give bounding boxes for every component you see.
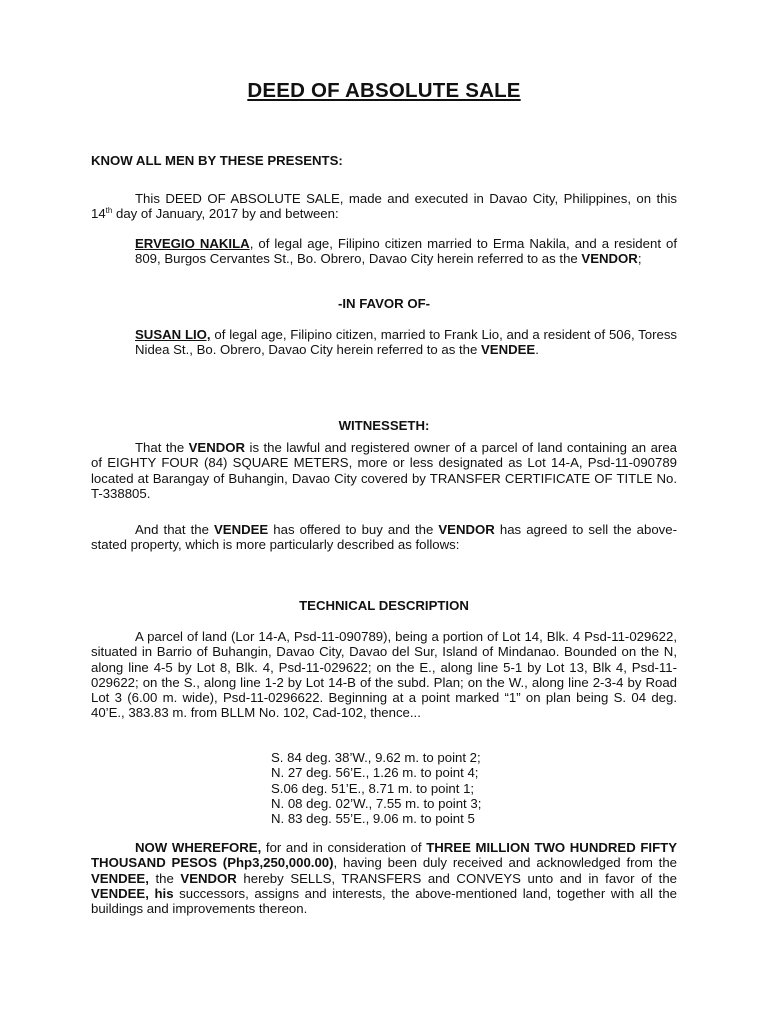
technical-description-heading: TECHNICAL DESCRIPTION [299,598,469,613]
bearing-line: N. 27 deg. 56’E., 1.26 m. to point 4; [271,765,479,781]
offer-paragraph: And that the VENDEE has offered to buy and the VENDOR has agreed to sell the above-stated property, which is more particularly described as follows: [91,522,677,553]
witness-paragraph: That the VENDOR is the lawful and registered owner of a parcel of land containing an area of EIGHTY FOUR (84) SQUARE METERS, more or less designated as Lot 14-A, Psd-11-090789 located at Barangay of Buhangin, Davao City covered by TRANSFER CERTIFICATE OF TITLE No. T-338805. [91,440,677,501]
vendor-paragraph: ERVEGIO NAKILA, of legal age, Filipino citizen married to Erma Nakila, and a resident of 809, Burgos Cervantes St., Bo. Obrero, Davao City herein referred to as the VENDOR; [135,236,677,267]
bearing-line: S. 84 deg. 38’W., 9.62 m. to point 2; [271,750,481,765]
in-favor-heading: -IN FAVOR OF- [337,296,431,311]
bearing-line: N. 83 deg. 55’E., 9.06 m. to point 5 [271,811,475,827]
know-all-heading: KNOW ALL MEN BY THESE PRESENTS: [91,153,343,168]
vendor-role: VENDOR [581,251,638,267]
vendee-paragraph: SUSAN LIO, of legal age, Filipino citizen, married to Frank Lio, and a resident of 506, Toress Nidea St., Bo. Obrero, Davao City herein referred to as the VENDEE. [135,327,678,358]
witnesseth-heading: WITNESSETH: [338,418,430,433]
bearing-line: N. 08 deg. 02’W., 7.55 m. to point 3; [271,795,482,811]
bearing-line: S.06 deg. 51’E., 8.71 m. to point 1; [271,780,475,796]
intro-paragraph: This DEED OF ABSOLUTE SALE, made and executed in Davao City, Philippines, on this 14th day of January, 2017 by and between: [91,191,677,222]
document-title: DEED OF ABSOLUTE SALE [247,79,521,102]
technical-description-paragraph: A parcel of land (Lor 14-A, Psd-11-090789), being a portion of Lot 14, Blk. 4 Psd-11-029622, situated in Barrio of Buhangin, Davao City, Davao del Sur, Island of Mindanao. Bounded on the N, along line 4-5 by Lot 8, Blk. 4, Psd-11-029622; on the E., along line 5-1 by Lot 13, Blk 4, Psd-11-029622; on the S., along line 1-2 by Lot 14-B of the subd. Plan; on the W., along line 2-3-4 by Road Lot 3 (6.00 m. wide), Psd-11-0296622. Beginning at a point marked “1” on plan being S. 04 deg. 40’E., 383.83 m. from BLLM No. 102, Cad-102, thence... [91,629,677,721]
vendee-name: SUSAN LIO, [135,327,211,342]
now-wherefore-paragraph: NOW WHEREFORE, for and in consideration of THREE MILLION TWO HUNDRED FIFTY THOUSAND PESOS (Php3,250,000.00), having been duly received and acknowledged from the VENDEE, the VENDOR hereby SELLS, TRANSFERS and CONVEYS unto and in favor of the VENDEE, his successors, assigns and interests, the above-mentioned land, together with all the buildings and improvements thereon. [91,840,677,917]
consideration-amount: THREE MILLION TWO HUNDRED FIFTY THOUSAND PESOS (Php3,250,000.00) [91,840,677,871]
bearings-list [271,750,481,826]
ordinal-suffix: th [105,206,113,216]
vendee-role: VENDEE [480,342,536,358]
vendor-name: ERVEGIO NAKILA [135,236,250,251]
